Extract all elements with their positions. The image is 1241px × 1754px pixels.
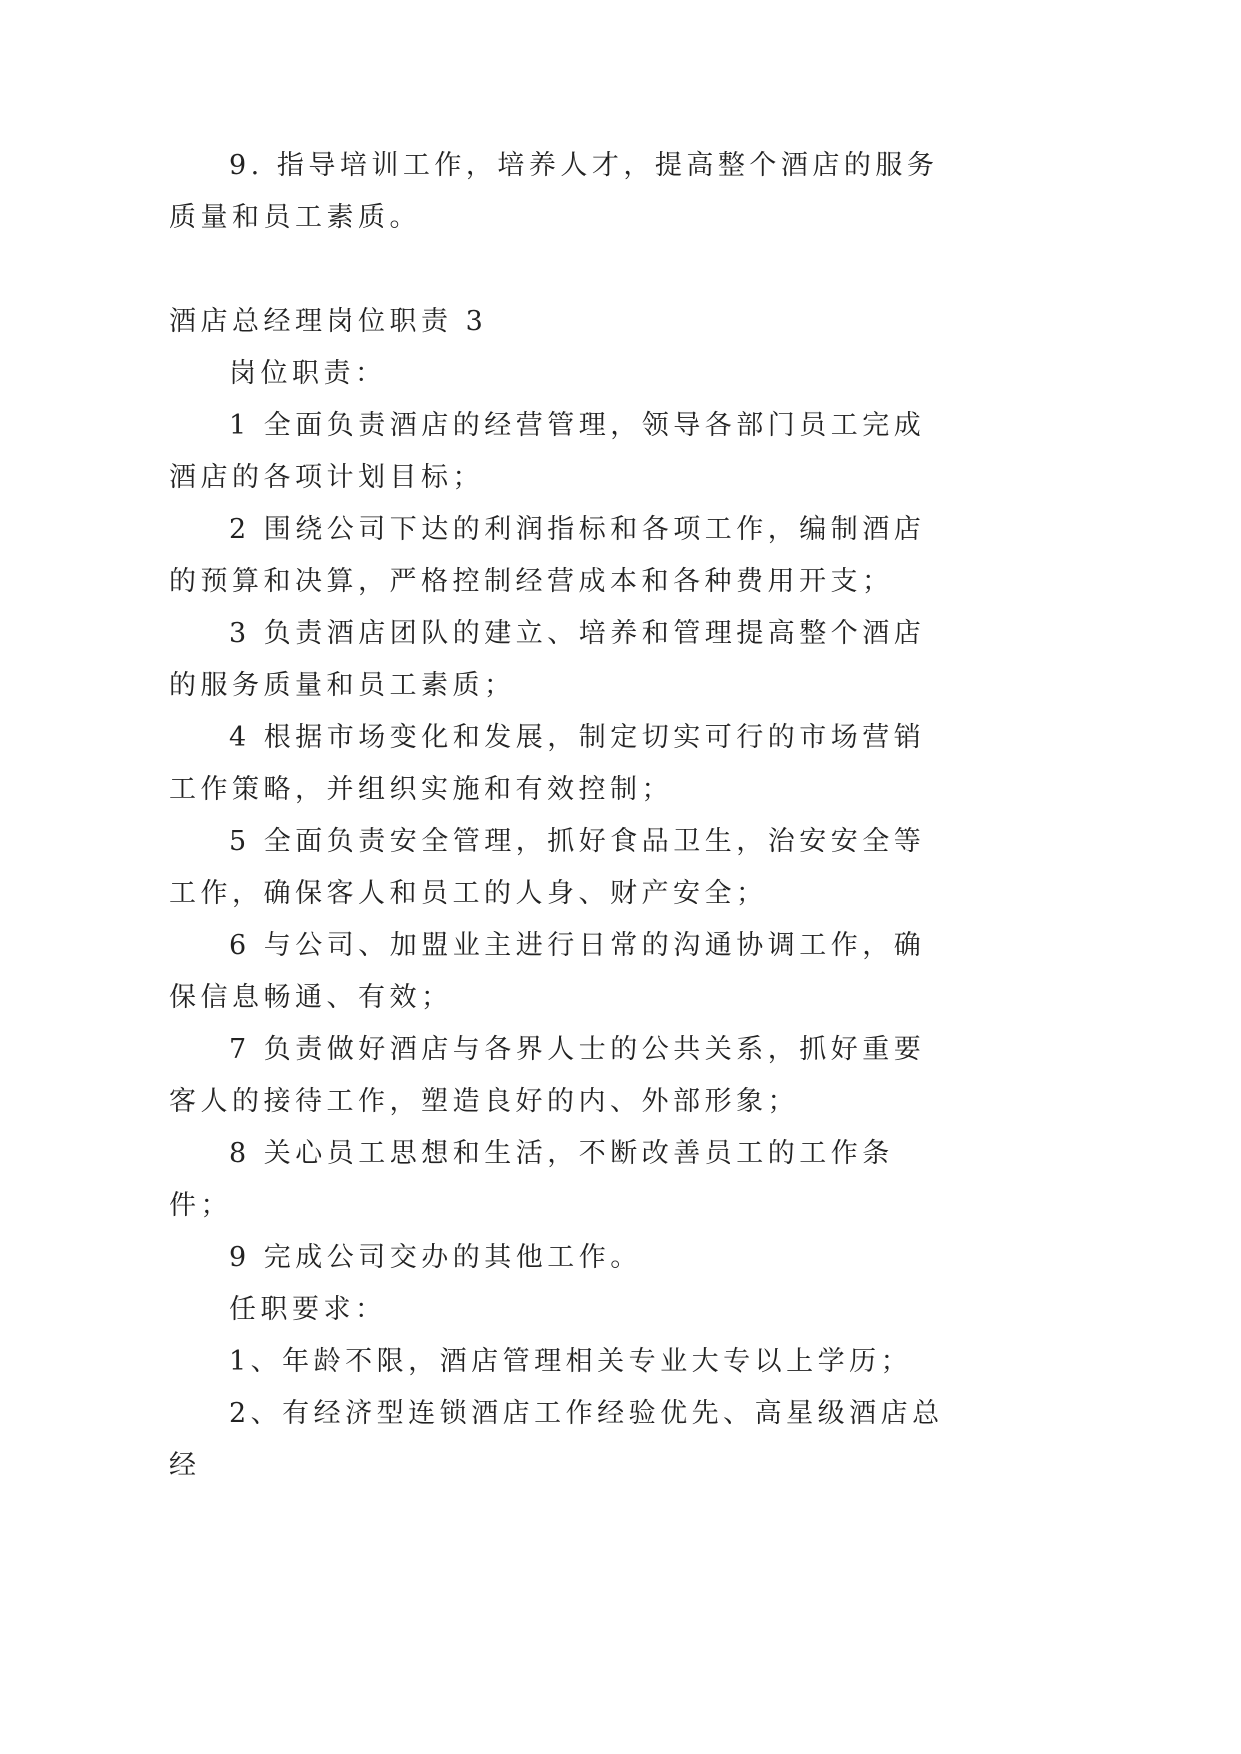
duties-heading: 岗位职责： xyxy=(229,358,387,389)
duty-item-9: 9 完成公司交办的其他工作。 xyxy=(229,1242,642,1273)
requirements-heading: 任职要求： xyxy=(229,1294,387,1325)
requirement-item-1: 1、年龄不限，酒店管理相关专业大专以上学历； xyxy=(229,1346,913,1377)
duty-item-5: 5 全面负责安全管理，抓好食品卫生，治安安全等工作，确保客人和员工的人身、财产安全； xyxy=(169,826,926,909)
document-body xyxy=(169,140,945,1492)
duty-item-1: 1 全面负责酒店的经营管理，领导各部门员工完成酒店的各项计划目标； xyxy=(169,410,926,493)
duty-item-4: 4 根据市场变化和发展，制定切实可行的市场营销工作策略，并组织实施和有效控制； xyxy=(169,722,926,805)
section-title: 酒店总经理岗位职责 3 xyxy=(169,306,488,337)
intro-paragraph: 9. 指导培训工作，培养人才，提高整个酒店的服务质量和员工素质。 xyxy=(169,150,939,233)
paragraph-spacer xyxy=(169,244,945,296)
duty-item-2: 2 围绕公司下达的利润指标和各项工作，编制酒店的预算和决算，严格控制经营成本和各种费用开支； xyxy=(169,514,926,597)
duty-item-7: 7 负责做好酒店与各界人士的公共关系，抓好重要客人的接待工作，塑造良好的内、外部形象； xyxy=(169,1034,926,1117)
duty-item-3: 3 负责酒店团队的建立、培养和管理提高整个酒店的服务质量和员工素质； xyxy=(169,618,926,701)
duty-item-8: 8 关心员工思想和生活，不断改善员工的工作条件； xyxy=(169,1138,894,1221)
requirement-item-2: 2、有经济型连锁酒店工作经验优先、高星级酒店总经 xyxy=(169,1398,944,1481)
duty-item-6: 6 与公司、加盟业主进行日常的沟通协调工作，确保信息畅通、有效； xyxy=(169,930,926,1013)
